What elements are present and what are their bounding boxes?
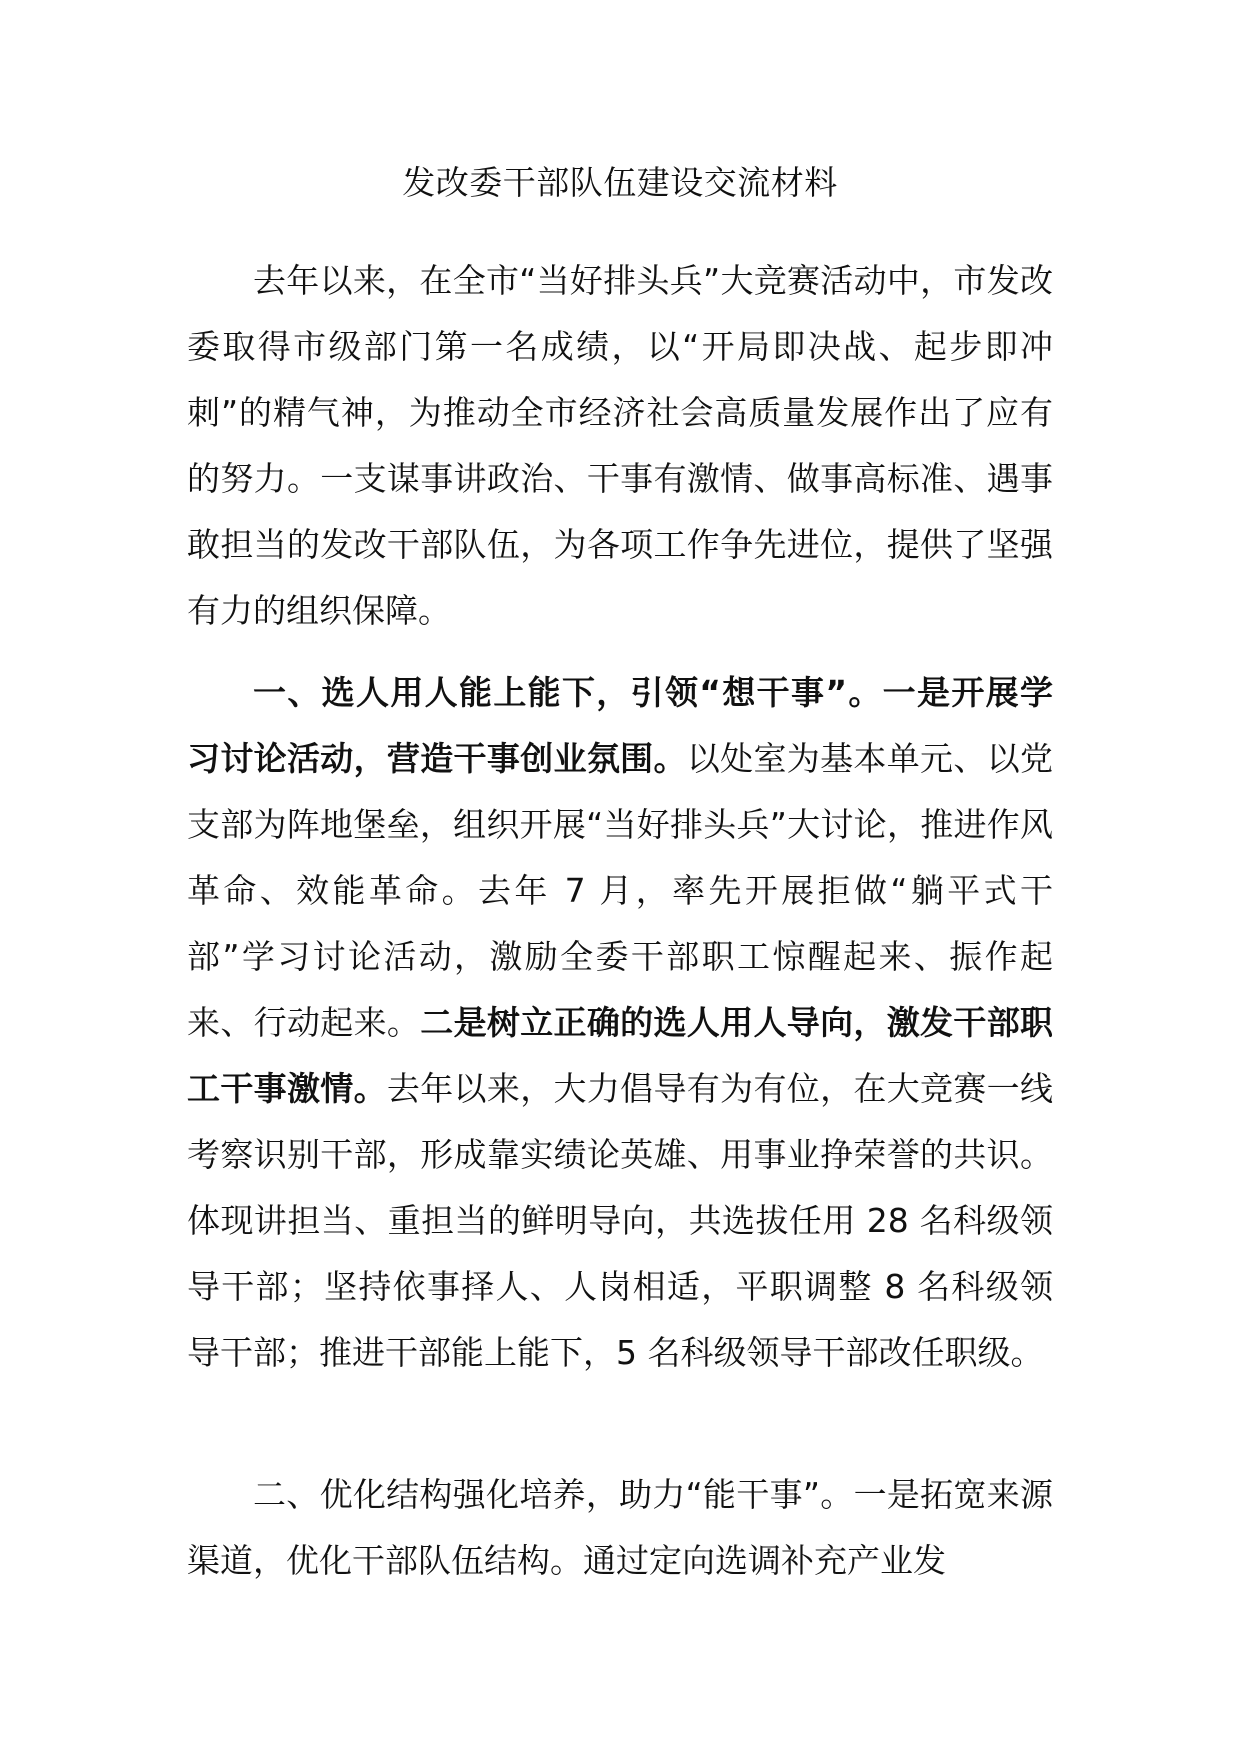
document-title: 发改委干部队伍建设交流材料 xyxy=(402,163,838,202)
section-heading: 一、选人用人能上能下，引领“想干事”。一是开展学习讨论活动，营造干事创业氛围。 xyxy=(187,673,1053,778)
sub-heading: 二是树立正确的选人用人导向，激发干部职工干事激情。 xyxy=(187,1003,1054,1108)
paragraph-text xyxy=(187,660,1053,1386)
paragraph-section-one xyxy=(187,660,1053,1386)
section-text: 以处室为基本单元、以党支部为阵地堡垒，组织开展“当好排头兵”大讨论，推进作风革命、效能革命。去年 7 月，率先开展拒做“躺平式干部”学习讨论活动，激励全委干部职工惊醒起来、振作起来、行动起来。 xyxy=(187,739,1054,1042)
paragraph-section-two xyxy=(187,1462,1053,1594)
section-text: 去年以来，大力倡导有为有位，在大竞赛一线考察识别干部，形成靠实绩论英雄、用事业挣荣誉的共识。体现讲担当、重担当的鲜明导向，共选拔任用 28 名科级领导干部；坚持依事择人、人岗相适，平职调整 8 名科级领导干部；推进干部能上能下，5 名科级领导干部改任职级。 xyxy=(187,1069,1054,1372)
paragraph-text: 二、优化结构强化培养，助力“能干事”。一是拓宽来源渠道，优化干部队伍结构。通过定向选调补充产业发 xyxy=(187,1475,1053,1580)
paragraph-text: 去年以来，在全市“当好排头兵”大竞赛活动中，市发改委取得市级部门第一名成绩，以“开局即决战、起步即冲刺”的精气神，为推动全市经济社会高质量发展作出了应有的努力。一支谋事讲政治、干事有激情、做事高标准、遇事敢担当的发改干部队伍，为各项工作争先进位，提供了坚强有力的组织保障。 xyxy=(187,261,1053,630)
paragraph-intro xyxy=(187,248,1053,644)
